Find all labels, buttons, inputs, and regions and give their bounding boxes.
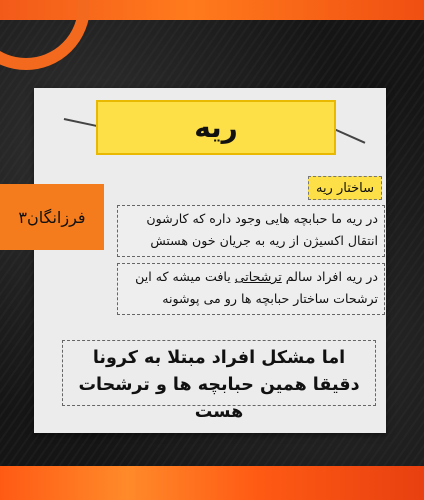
paragraph-secretions-part1: در ریه افراد سالم (281, 269, 378, 284)
main-statement: اما مشکل افراد مبتلا به کرونا دقیقا همین حبابچه ها و ترشحات هست (62, 340, 376, 406)
paragraph-secretions-part2: یافت میشه که این ترشحات ساختار حبابچه ها رو می پوشونه (135, 269, 378, 306)
side-tag: فرزانگان۳ (0, 184, 104, 250)
paragraph-secretions-highlight: ترشحاتی (234, 269, 282, 284)
slide-title: ریه (96, 100, 336, 155)
paragraph-secretions (117, 263, 385, 315)
section-label: ساختار ریه (308, 176, 382, 200)
paragraph-alveoli: در ریه ما حبابچه هایی وجود داره که کارشون انتقال اکسیژن از ریه به جریان خون هستش (117, 205, 385, 257)
bottom-orange-band (0, 466, 424, 500)
